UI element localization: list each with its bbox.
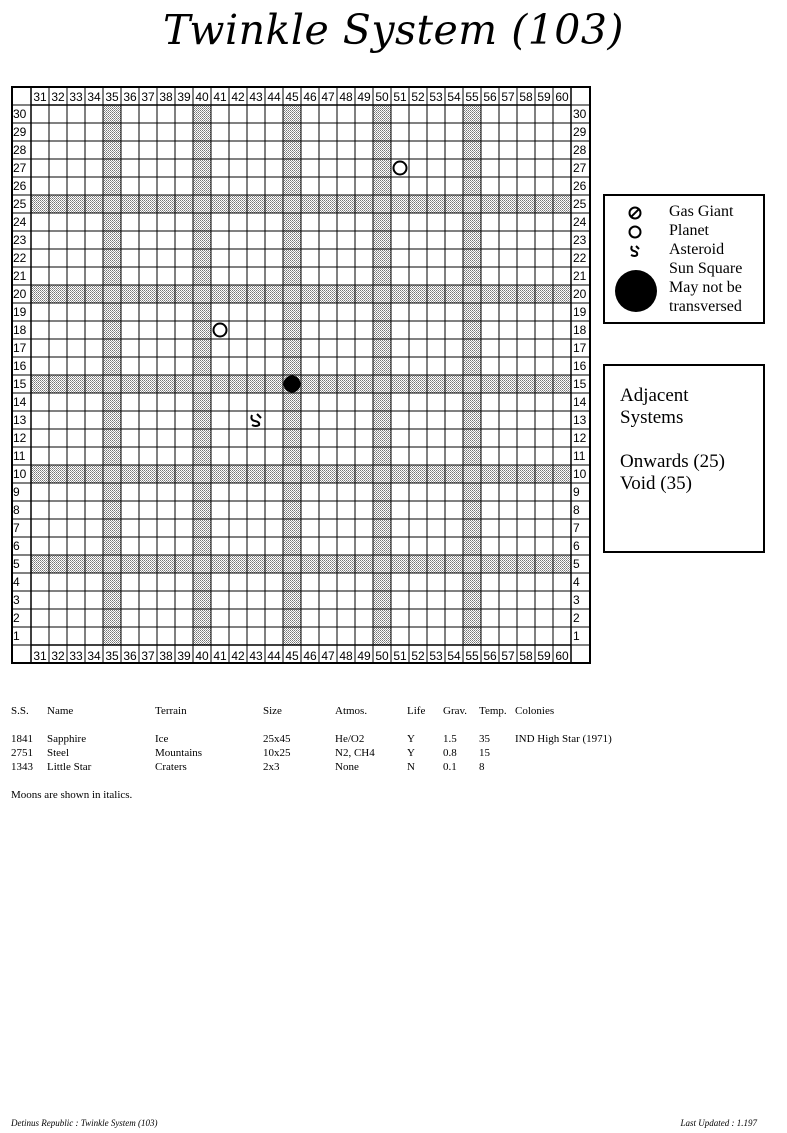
- cell-size: 25x45: [263, 733, 291, 745]
- row-label: 12: [13, 431, 27, 445]
- cell-size: 10x25: [263, 747, 291, 759]
- column-label: 33: [69, 90, 83, 104]
- column-label: 58: [519, 90, 533, 104]
- row-label: 25: [13, 197, 27, 211]
- column-label: 55: [465, 90, 479, 104]
- cell-ss: 1343: [11, 761, 33, 773]
- legend-panel: [603, 194, 765, 324]
- cell-temp: 35: [479, 733, 490, 745]
- moons-note: Moons are shown in italics.: [11, 789, 133, 801]
- column-label: 47: [321, 90, 335, 104]
- cell-name: Sapphire: [47, 733, 87, 745]
- row-label: 2: [573, 611, 580, 625]
- cell-terrain: Ice: [155, 733, 169, 745]
- column-label: 58: [519, 649, 533, 663]
- col-header-grav: Grav.: [443, 705, 468, 717]
- cell-terrain: Mountains: [155, 747, 203, 759]
- column-label: 32: [51, 90, 65, 104]
- row-label: 29: [13, 125, 27, 139]
- column-label: 48: [339, 90, 353, 104]
- row-label: 26: [573, 179, 587, 193]
- row-label: 22: [573, 251, 587, 265]
- row-label: 24: [573, 215, 587, 229]
- column-label: 36: [123, 649, 137, 663]
- column-label: 34: [87, 649, 101, 663]
- column-label: 57: [501, 649, 515, 663]
- legend-asteroid-label: Asteroid: [669, 241, 725, 258]
- row-label: 6: [573, 539, 580, 553]
- column-label: 37: [141, 649, 155, 663]
- asteroid-marker: [251, 415, 259, 426]
- sun-square-icon: [613, 268, 659, 314]
- cell-atmos: None: [335, 761, 359, 773]
- footer-right: Last Updated : 1.197: [680, 1118, 757, 1128]
- row-label: 28: [13, 143, 27, 157]
- column-label: 48: [339, 649, 353, 663]
- row-label: 16: [13, 359, 27, 373]
- cell-name: Little Star: [47, 761, 92, 773]
- row-label: 6: [13, 539, 20, 553]
- col-header-atmos: Atmos.: [335, 705, 368, 717]
- column-label: 50: [375, 649, 389, 663]
- column-label: 51: [393, 649, 407, 663]
- column-label: 39: [177, 649, 191, 663]
- row-label: 11: [13, 449, 26, 463]
- row-label: 11: [573, 449, 586, 463]
- column-label: 54: [447, 90, 461, 104]
- cell-name: Steel: [47, 747, 69, 759]
- column-label: 44: [267, 649, 281, 663]
- row-label: 9: [13, 485, 20, 499]
- row-label: 13: [573, 413, 587, 427]
- cell-colonies: IND High Star (1971): [515, 733, 612, 745]
- column-label: 49: [357, 90, 371, 104]
- column-label: 43: [249, 90, 263, 104]
- column-label: 50: [375, 90, 389, 104]
- row-label: 1: [13, 629, 20, 643]
- column-label: 52: [411, 90, 425, 104]
- row-label: 19: [13, 305, 27, 319]
- row-label: 20: [573, 287, 587, 301]
- cell-grav: 0.8: [443, 747, 457, 759]
- col-header-colonies: Colonies: [515, 705, 555, 717]
- cell-life: N: [407, 761, 415, 773]
- column-label: 32: [51, 649, 65, 663]
- column-label: 42: [231, 649, 245, 663]
- column-label: 53: [429, 649, 443, 663]
- adjacent-systems-panel: [603, 364, 765, 553]
- column-label: 44: [267, 90, 281, 104]
- column-label: 33: [69, 649, 83, 663]
- cell-temp: 8: [479, 761, 485, 773]
- cell-ss: 2751: [11, 747, 33, 759]
- column-label: 54: [447, 649, 461, 663]
- planet-marker: [394, 162, 407, 175]
- row-label: 9: [573, 485, 580, 499]
- column-label: 53: [429, 90, 443, 104]
- asteroid-icon: [627, 243, 643, 259]
- cell-grav: 1.5: [443, 733, 457, 745]
- row-label: 27: [573, 161, 587, 175]
- row-label: 4: [13, 575, 20, 589]
- row-label: 28: [573, 143, 587, 157]
- row-label: 30: [573, 107, 587, 121]
- row-label: 20: [13, 287, 27, 301]
- column-label: 37: [141, 90, 155, 104]
- cell-life: Y: [407, 733, 415, 745]
- column-label: 34: [87, 90, 101, 104]
- cell-atmos: N2, CH4: [335, 747, 375, 759]
- legend-sun-label-3: transversed: [669, 298, 742, 315]
- row-label: 26: [13, 179, 27, 193]
- column-label: 60: [555, 649, 569, 663]
- row-label: 8: [13, 503, 20, 517]
- column-label: 31: [33, 649, 47, 663]
- cell-grav: 0.1: [443, 761, 457, 773]
- column-label: 45: [285, 649, 299, 663]
- column-label: 38: [159, 90, 173, 104]
- planet-icon: [627, 224, 643, 240]
- legend-gas-giant-label: Gas Giant: [669, 203, 734, 220]
- row-label: 5: [13, 557, 20, 571]
- row-label: 21: [13, 269, 27, 283]
- column-label: 35: [105, 90, 119, 104]
- col-header-name: Name: [47, 705, 74, 717]
- row-label: 16: [573, 359, 587, 373]
- row-label: 19: [573, 305, 587, 319]
- row-label: 3: [13, 593, 20, 607]
- column-label: 59: [537, 649, 551, 663]
- column-label: 56: [483, 649, 497, 663]
- legend-sun-label-2: May not be: [669, 279, 742, 296]
- column-label: 47: [321, 649, 335, 663]
- row-label: 7: [13, 521, 20, 535]
- row-label: 5: [573, 557, 580, 571]
- row-label: 13: [13, 413, 27, 427]
- row-label: 3: [573, 593, 580, 607]
- sun-marker: [284, 376, 301, 393]
- row-label: 29: [573, 125, 587, 139]
- row-label: 8: [573, 503, 580, 517]
- column-label: 46: [303, 649, 317, 663]
- adjacent-system: Onwards (25): [620, 451, 726, 472]
- row-label: 2: [13, 611, 20, 625]
- adjacent-heading-2: Systems: [620, 407, 684, 428]
- col-header-size: Size: [263, 705, 282, 717]
- column-label: 46: [303, 90, 317, 104]
- col-header-life: Life: [407, 705, 426, 717]
- cell-size: 2x3: [263, 761, 280, 773]
- column-label: 40: [195, 649, 209, 663]
- row-label: 15: [13, 377, 27, 391]
- col-header-terrain: Terrain: [155, 705, 187, 717]
- column-label: 43: [249, 649, 263, 663]
- row-label: 15: [573, 377, 587, 391]
- row-label: 4: [573, 575, 580, 589]
- row-label: 10: [573, 467, 587, 481]
- column-label: 41: [213, 649, 227, 663]
- adjacent-heading-1: Adjacent: [620, 385, 689, 406]
- row-label: 10: [13, 467, 27, 481]
- page-title: Twinkle System (103): [163, 6, 624, 54]
- column-label: 55: [465, 649, 479, 663]
- column-label: 41: [213, 90, 227, 104]
- cell-life: Y: [407, 747, 415, 759]
- column-label: 60: [555, 90, 569, 104]
- column-label: 45: [285, 90, 299, 104]
- row-label: 23: [13, 233, 27, 247]
- cell-terrain: Craters: [155, 761, 187, 773]
- row-label: 21: [573, 269, 587, 283]
- row-label: 1: [573, 629, 580, 643]
- row-label: 24: [13, 215, 27, 229]
- row-label: 18: [13, 323, 27, 337]
- row-label: 7: [573, 521, 580, 535]
- row-label: 23: [573, 233, 587, 247]
- row-label: 17: [13, 341, 27, 355]
- row-label: 14: [13, 395, 27, 409]
- row-label: 22: [13, 251, 27, 265]
- legend-planet-label: Planet: [669, 222, 709, 239]
- legend-sun-label-1: Sun Square: [669, 260, 743, 277]
- row-label: 14: [573, 395, 587, 409]
- row-label: 30: [13, 107, 27, 121]
- asteroid-marker-tail: [257, 414, 261, 418]
- gas-giant-icon: [627, 205, 643, 221]
- cell-temp: 15: [479, 747, 490, 759]
- column-label: 57: [501, 90, 515, 104]
- column-label: 59: [537, 90, 551, 104]
- row-label: 17: [573, 341, 587, 355]
- column-label: 52: [411, 649, 425, 663]
- column-label: 42: [231, 90, 245, 104]
- column-label: 38: [159, 649, 173, 663]
- row-label: 18: [573, 323, 587, 337]
- column-label: 31: [33, 90, 47, 104]
- row-label: 25: [573, 197, 587, 211]
- row-label: 27: [13, 161, 27, 175]
- column-label: 51: [393, 90, 407, 104]
- col-header-ss: S.S.: [11, 705, 29, 717]
- system-map: [0, 0, 600, 670]
- column-label: 39: [177, 90, 191, 104]
- footer-left: Detinus Republic : Twinkle System (103): [11, 1118, 158, 1128]
- planet-marker: [214, 324, 227, 337]
- column-label: 40: [195, 90, 209, 104]
- column-label: 56: [483, 90, 497, 104]
- cell-atmos: He/O2: [335, 733, 365, 745]
- column-label: 36: [123, 90, 137, 104]
- adjacent-system: Void (35): [620, 473, 692, 494]
- cell-ss: 1841: [11, 733, 33, 745]
- row-label: 12: [573, 431, 587, 445]
- column-label: 35: [105, 649, 119, 663]
- col-header-temp: Temp.: [479, 705, 507, 717]
- column-label: 49: [357, 649, 371, 663]
